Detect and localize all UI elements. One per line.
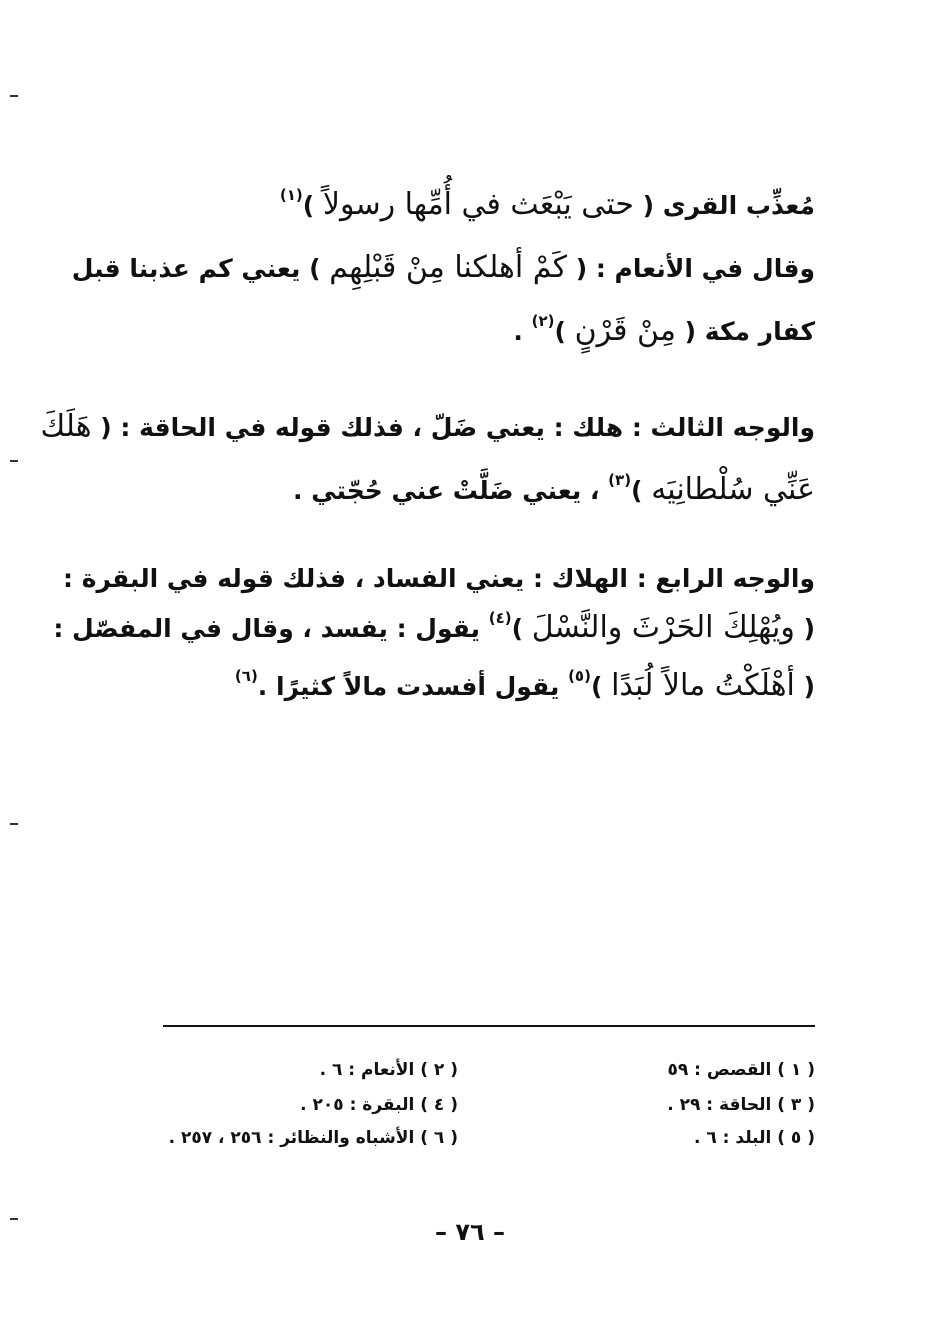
- text-run: ): [554, 317, 575, 346]
- text-run: (: [794, 672, 815, 701]
- text-line: [279, 186, 815, 222]
- text-line: [40, 409, 815, 444]
- scan-mark: [10, 95, 18, 97]
- quran-quote: ويُهْلِكَ الحَرْثَ والنَّسْلَ: [531, 610, 795, 645]
- footnote: ( ٤ ) البقرة : ٢٠٥ .: [300, 1095, 458, 1115]
- text-run: يقول : يفسد ، وقال في المفصّل :: [53, 614, 489, 643]
- quran-quote: كَمْ أهلكنا مِنْ قَبْلِهِم: [329, 250, 567, 285]
- footnote: ( ٣ ) الحاقة : ٢٩ .: [667, 1095, 815, 1115]
- text-run: ): [590, 672, 612, 701]
- footnote: ( ٥ ) البلد : ٦ .: [693, 1128, 815, 1148]
- page-number: – ٧٦ –: [434, 1218, 505, 1246]
- text-run: وقال في الأنعام : (: [567, 254, 815, 283]
- footnote-ref: (٢): [531, 312, 555, 330]
- scan-mark: [10, 1218, 18, 1220]
- footnote: ( ٢ ) الأنعام : ٦ .: [319, 1060, 458, 1080]
- main-text: [40, 0, 815, 720]
- text-run: ): [302, 191, 323, 220]
- footnote-ref: (٥): [568, 667, 591, 685]
- text-line: [234, 667, 815, 703]
- text-run: ): [511, 614, 532, 643]
- quran-quote: مِنْ قَرْنٍ: [574, 313, 676, 348]
- scan-mark: [10, 823, 18, 825]
- text-run: مُعذِّب القرى (: [633, 191, 815, 220]
- text-line: [513, 312, 815, 348]
- text-run: يقول أفسدت مالاً كثيرًا .: [257, 672, 569, 701]
- text-run: والوجه الثالث : هلك : يعني ضَلّ ، فذلك قوله في الحاقة : (: [91, 413, 815, 442]
- footnote-ref: (٣): [608, 471, 632, 489]
- quran-quote: أهْلَكْتُ مالاً لُبَدًا: [611, 668, 795, 703]
- footnote-divider: [163, 1025, 815, 1027]
- text-run: ، يعني ضَلَّتْ عني حُجّتي .: [293, 476, 609, 505]
- text-run: ): [631, 476, 652, 505]
- text-line: [63, 564, 815, 593]
- text-line: [293, 471, 815, 507]
- footnote-ref: (٤): [488, 609, 512, 627]
- footnote-ref: (١): [279, 186, 303, 204]
- text-run: ) يعني كم عذبنا قبل: [71, 254, 330, 283]
- footnote-ref: (٦): [234, 667, 258, 685]
- text-run: والوجه الرابع : الهلاك : يعني الفساد ، فذلك قوله في البقرة :: [63, 564, 815, 593]
- text-line: [71, 250, 815, 285]
- quran-quote: حتى يَبْعَث في أُمِّها رسولاً: [322, 187, 634, 222]
- quran-quote: هَلَكَ: [40, 409, 92, 444]
- text-run: كفار مكة (: [675, 317, 815, 346]
- text-line: [53, 609, 815, 645]
- text-run: (: [794, 614, 815, 643]
- footnote: ( ٦ ) الأشباه والنظائر : ٢٥٦ ، ٢٥٧ .: [168, 1128, 458, 1148]
- text-run: .: [513, 317, 532, 346]
- scan-mark: [10, 460, 18, 462]
- quran-quote: عَنِّي سُلْطانِيَه: [651, 472, 815, 507]
- footnote: ( ١ ) القصص : ٥٩: [667, 1060, 815, 1080]
